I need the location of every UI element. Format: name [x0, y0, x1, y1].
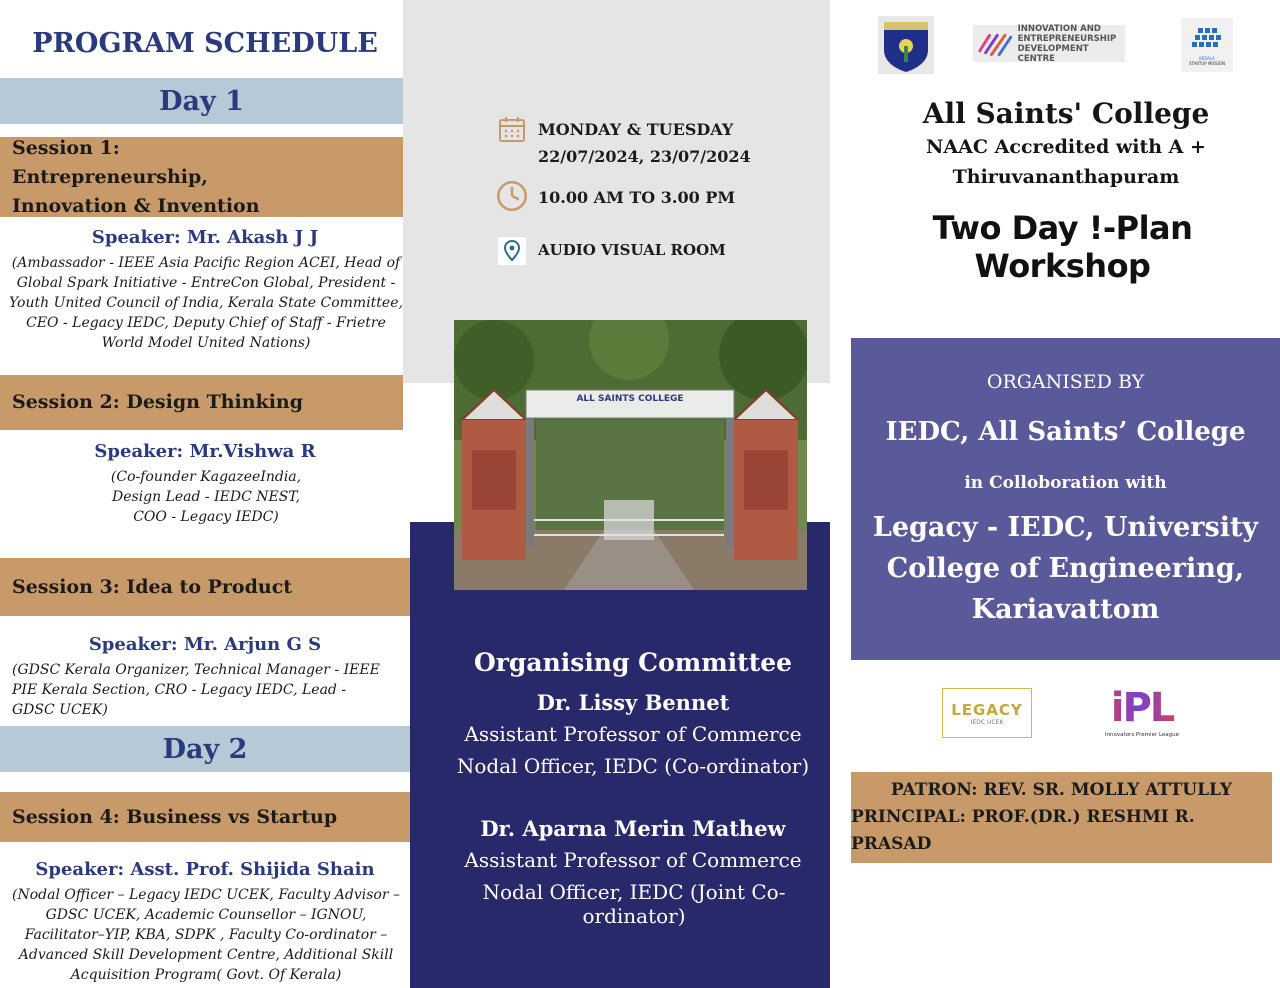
- event-venue-row: [498, 237, 726, 265]
- committee-member-1-position: Nodal Officer, IEDC (Co-ordinator): [456, 754, 810, 778]
- ipl-logo-text: iPL: [1094, 686, 1190, 730]
- event-time: 10.00 AM TO 3.00 PM: [538, 188, 736, 207]
- event-time-row: [498, 180, 735, 212]
- session-4-speaker: Speaker: Asst. Prof. Shijida Shain: [35, 859, 375, 880]
- ipl-logo: [1094, 686, 1190, 742]
- ksum-mark-icon: [1192, 26, 1222, 52]
- partner-line: College of Engineering,: [886, 553, 1245, 584]
- session-2-note-line: COO - Legacy IEDC): [133, 509, 279, 525]
- location-pin-icon: [498, 237, 526, 265]
- session-2-speaker-note: [8, 467, 404, 527]
- day-2-band: Day 2: [0, 726, 410, 772]
- iedc-logo: [973, 25, 1125, 62]
- session-3-speaker-note: (GDSC Kerala Organizer, Technical Manager - IEEE PIE Kerala Section, CRO - Legacy IEDC, Lead - GDSC UCEK): [12, 662, 380, 718]
- principal-line: PRINCIPAL: PROF.(DR.) RESHMI R. PRASAD: [851, 807, 1195, 854]
- ksum-logo: [1181, 18, 1233, 72]
- event-date-row: [498, 116, 751, 170]
- session-3-band: [0, 558, 410, 616]
- organiser-panel: [851, 338, 1280, 660]
- event-dates: 22/07/2024, 23/07/2024: [538, 147, 751, 166]
- college-gate-photo: [454, 320, 807, 590]
- session-1-band: [0, 137, 403, 217]
- ksum-logo-top: KERALA: [1199, 56, 1215, 61]
- patron-line: PATRON: REV. SR. MOLLY ATTULLY: [890, 780, 1233, 800]
- iedc-mark-icon: [976, 29, 1015, 59]
- program-schedule-title: PROGRAM SCHEDULE: [32, 28, 378, 59]
- gate-sign-text: ALL SAINTS COLLEGE: [576, 394, 684, 404]
- committee-heading: Organising Committee: [473, 648, 793, 677]
- iedc-logo-line-2: ENTREPRENEURSHIP: [1017, 33, 1117, 44]
- iedc-logo-line-3: DEVELOPMENT CENTRE: [1017, 43, 1089, 64]
- session-1-speaker: Speaker: Mr. Akash J J: [91, 227, 319, 248]
- committee-member-2-role: Assistant Professor of Commerce: [464, 848, 802, 872]
- committee-member-2-position: Nodal Officer, IEDC (Joint Co-ordinator): [482, 880, 786, 928]
- committee-member-1-name: Dr. Lissy Bennet: [536, 690, 730, 715]
- ksum-logo-bottom: STARTUP MISSION: [1189, 61, 1225, 66]
- committee-member-2-name: Dr. Aparna Merin Mathew: [480, 816, 786, 841]
- session-4-speaker-note: (Nodal Officer – Legacy IEDC UCEK, Faculty Advisor – GDSC UCEK, Academic Counsellor – IGNOU, Facilitator–YIP, KBA, SDPK , Faculty Co-ordinator – Advanced Skill Development Centre, Additional Skill Acquisition Program( Govt. Of Kerala): [12, 887, 400, 983]
- college-city: Thiruvananthapuram: [952, 166, 1180, 188]
- session-1-speaker-note: (Ambassador - IEEE Asia Pacific Region ACEI, Head of Global Spark Initiative - EntreCon Global, President - Youth United Council of India, Kerala State Committee, CEO - Legacy IEDC, Deputy Chief of Staff - Frietre World Model United Nations): [9, 255, 403, 351]
- organiser-name: IEDC, All Saints’ College: [885, 417, 1246, 447]
- partner-name: [851, 507, 1280, 630]
- college-crest-logo: [878, 16, 934, 74]
- session-4-band: [0, 792, 410, 842]
- session-2-band: [0, 375, 403, 430]
- clock-icon: [496, 180, 528, 212]
- session-2-title: Session 2: Design Thinking: [12, 391, 304, 413]
- iedc-logo-line-1: INNOVATION AND: [1017, 23, 1101, 34]
- ipl-logo-sub: Innovators Premier League: [1104, 732, 1180, 738]
- college-accreditation: NAAC Accredited with A +: [926, 136, 1206, 158]
- calendar-icon: [498, 116, 526, 144]
- session-2-note-line: (Co-founder KagazeeIndia,: [110, 469, 302, 485]
- session-3-speaker: Speaker: Mr. Arjun G S: [88, 634, 322, 655]
- event-venue: AUDIO VISUAL ROOM: [538, 241, 726, 259]
- day-1-band: Day 1: [0, 78, 403, 124]
- legacy-iedc-logo: [942, 688, 1032, 738]
- session-1-title: Session 1: Entrepreneurship, Innovation & Invention: [12, 136, 260, 217]
- legacy-logo-text: LEGACY: [951, 701, 1023, 719]
- legacy-logo-sub: IEDC UCEK: [970, 719, 1004, 726]
- partner-line: Legacy - IEDC, University: [872, 512, 1259, 543]
- committee-member-1-role: Assistant Professor of Commerce: [464, 722, 802, 746]
- session-2-speaker: Speaker: Mr.Vishwa R: [94, 441, 316, 462]
- collaboration-label: in Colloboration with: [964, 473, 1167, 493]
- session-4-title: Session 4: Business vs Startup: [12, 805, 338, 828]
- workshop-title: Two Day !-Plan Workshop: [932, 209, 1193, 285]
- partner-line: Kariavattom: [971, 594, 1160, 625]
- session-3-title: Session 3: Idea to Product: [12, 575, 293, 598]
- session-2-note-line: Design Lead - IEDC NEST,: [111, 489, 301, 505]
- organised-by-label: ORGANISED BY: [986, 371, 1145, 393]
- patron-box: [851, 772, 1272, 863]
- college-name: All Saints' College: [922, 97, 1210, 130]
- event-days: MONDAY & TUESDAY: [538, 120, 734, 139]
